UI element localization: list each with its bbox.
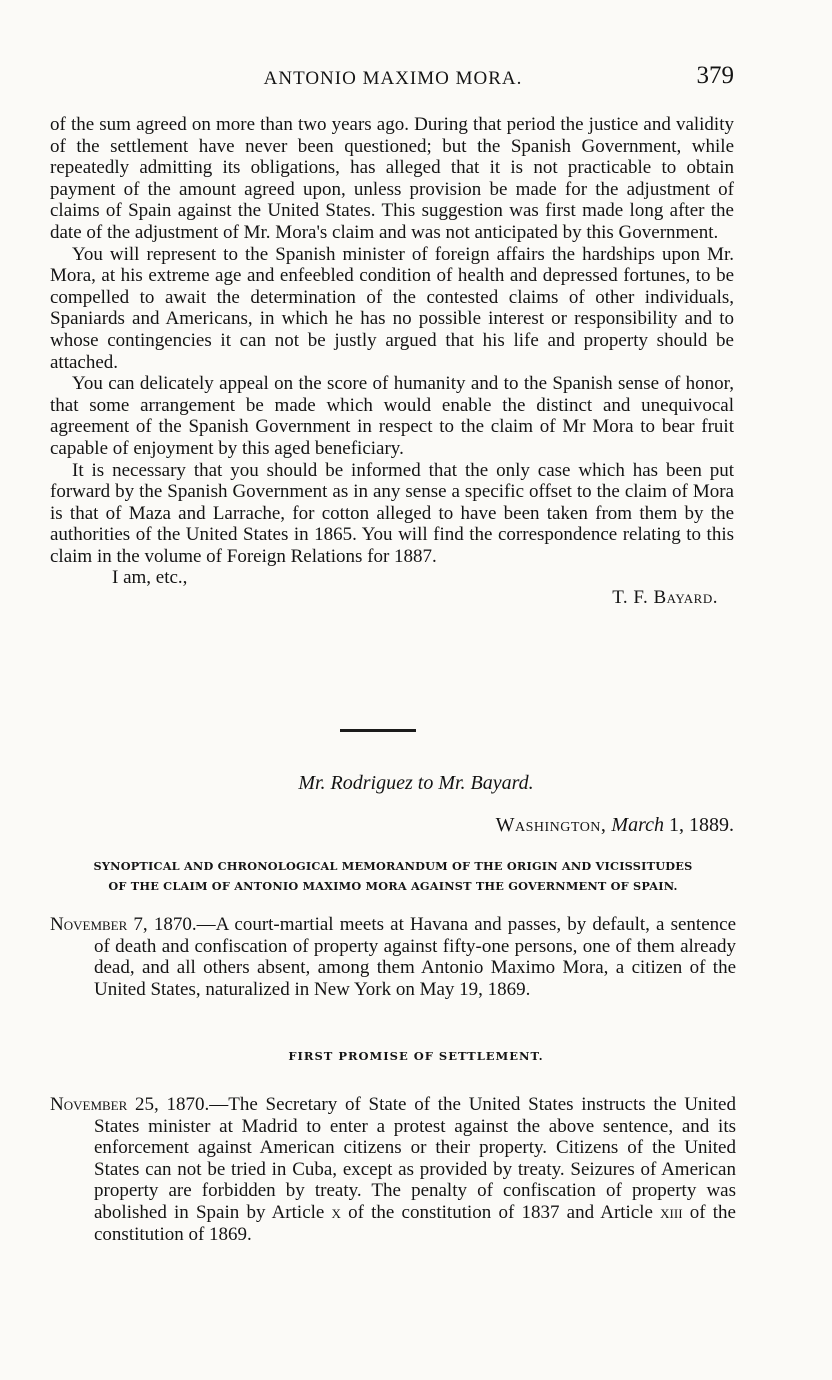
article-numeral: x — [331, 1201, 341, 1223]
section-heading: FIRST PROMISE OF SETTLEMENT. — [288, 1049, 544, 1063]
letter-paragraph: of the sum agreed on more than two years ago. During that period the justice and validity of the settlement have never been questioned; but the Spanish Government, while repeatedly admitting its obligations, has alleged that it is not practicable to obtain payment of the amount agreed upon, unless provision be made for the adjustment of claims of Spain against the United States. This suggestion was first made long after the date of the adjustment of Mr. Mora's claim and was not anticipated by this Government. — [50, 114, 734, 243]
entry-text: —A court-martial meets at Havana and passes, by default, a sentence of death and confiscation of property against fifty-one persons, one of them already dead, and all others absent, among them Antonio Maximo Mora, a citizen of the United States, naturalized in New York on May 19, 1869. — [94, 914, 737, 1000]
memorandum-title-line: SYNOPTICAL AND CHRONOLOGICAL MEMORANDUM OF THE ORIGIN AND VICISSITUDES — [93, 859, 693, 873]
section-divider — [340, 729, 416, 732]
letter-body — [50, 114, 734, 609]
entry-text: —The Secretary of State of the United States instructs the United States minister at Madrid to enter a protest against the above sentence, and its enforcement against American citizens or their property. Citizens of the United States can not be tried in Cuba, except as provided by treaty. Seizures of American property are forbidden by treaty. The penalty of confiscation of property was abolished in Spain by Article — [94, 1094, 736, 1223]
article-numeral: xiii — [660, 1201, 683, 1223]
chronology-entry — [50, 914, 736, 1000]
dateline-month: March — [611, 814, 664, 836]
letter-paragraph: You will represent to the Spanish minister of foreign affairs the hardships upon Mr. Mora, at his extreme age and enfeebled condition of health and depressed fortunes, to be compelled to await the determination of the contested claims of other individuals, Spaniards and Americans, in which he has no possible interest or responsibility and to whose contingencies it can not be justly argued that his life and property should be attached. — [50, 243, 734, 373]
letter-closing: I am, etc., — [112, 567, 188, 589]
entry-date: November 7, 1870. — [50, 914, 197, 935]
memorandum-title — [48, 856, 738, 896]
page-number: 379 — [696, 62, 734, 89]
entry-date: November 25, 1870. — [50, 1094, 210, 1115]
chronology-entry — [50, 1094, 736, 1245]
dateline-place: Washington, — [495, 814, 607, 836]
dateline — [496, 814, 734, 837]
entry-text: of the constitution of 1869. — [94, 1201, 736, 1245]
letter-heading: Mr. Rodriguez to Mr. Bayard. — [298, 772, 534, 794]
letter-paragraph: It is necessary that you should be informed that the only case which has been put forward by the Spanish Government as in any sense a specific offset to the claim of Mora is that of Maza and Larrache, for cotton alleged to have been taken from them by the authorities of the United States in 1865. You will find the correspondence relating to this claim in the volume of Foreign Relations for 1887. — [50, 459, 734, 567]
letter-signature: T. F. Bayard. — [612, 587, 718, 609]
entry-text: of the constitution of 1837 and Article — [340, 1201, 661, 1223]
dateline-date: 1, 1889. — [669, 814, 734, 836]
page-header — [48, 62, 738, 92]
running-title: ANTONIO MAXIMO MORA. — [263, 68, 523, 89]
memorandum-title-line: OF THE CLAIM OF ANTONIO MAXIMO MORA AGAINST THE GOVERNMENT OF SPAIN. — [108, 879, 678, 893]
letter-paragraph: You can delicately appeal on the score of humanity and to the Spanish sense of honor, that some arrangement be made which would enable the distinct and unequivocal agreement of the Spanish Government in respect to the claim of Mr Mora to bear fruit capable of enjoyment by this aged beneficiary. — [50, 373, 734, 459]
